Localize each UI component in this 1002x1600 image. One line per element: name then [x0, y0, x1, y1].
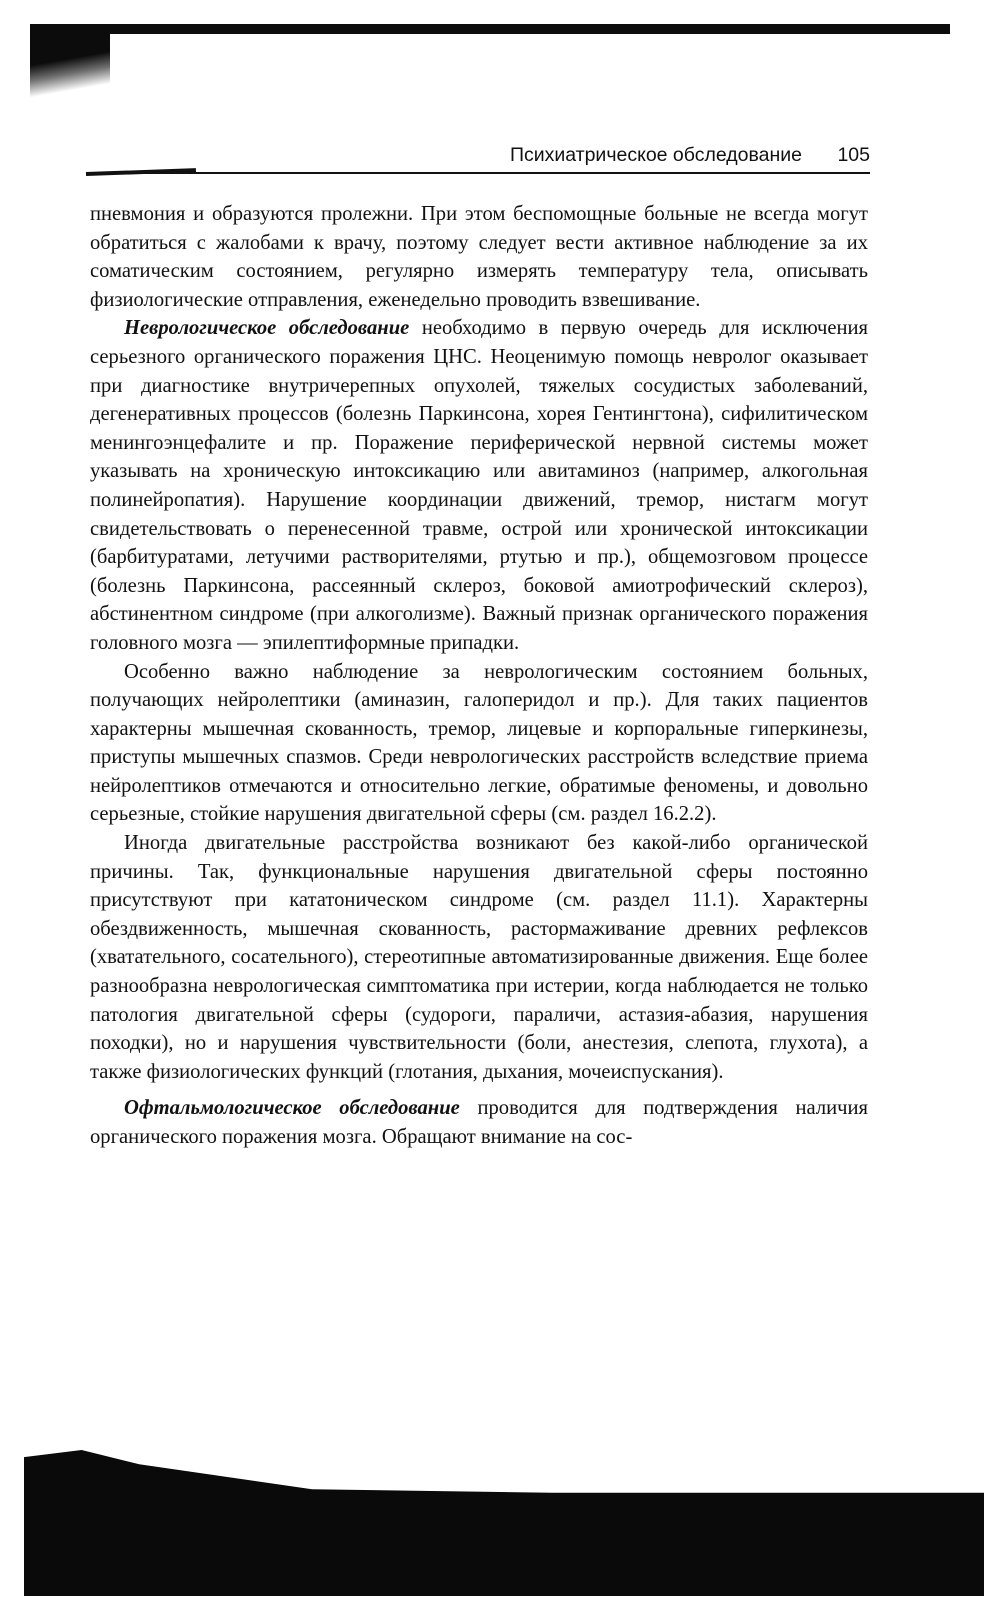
- header-rule: [86, 172, 870, 174]
- paragraph-text: Иногда двигательные расстройства возникают без какой-либо органической причины. Так, функциональные нарушения двигательной сферы постоянно присутствуют при кататоническом синдроме (см. раздел 11.1). Характерны обездвиженность, мышечная скованность, растормаживание древних рефлексов (хватательного, сосательного), стереотипные автоматизированные движения. Еще более разнообразна неврологическая симптоматика при истерии, когда наблюдается не только патология двигательной сферы (судороги, параличи, астазия-абазия, нарушения походки), но и нарушения чувствительности (боли, анестезия, слепота, глухота), а также физиологических функций (глотания, дыхания, мочеиспускания).: [90, 832, 868, 1083]
- paragraph: [90, 314, 868, 657]
- scan-shadow-bottom: [24, 1418, 984, 1596]
- paragraph: [90, 829, 868, 1086]
- paragraph-term: Офтальмологическое обследование: [124, 1097, 460, 1120]
- paragraph-text: Особенно важно наблюдение за неврологическим состоянием больных, получающих нейролептики (аминазин, галоперидол и пр.). Для таких пациентов характерны мышечная скованность, тремор, лицевые и корпоральные гиперкинезы, приступы мышечных спазмов. Среди неврологических расстройств вследствие приема нейролептиков отмечаются и относительно легкие, обратимые феномены, и довольно серьезные, стойкие нарушения двигательной сферы (см. раздел 16.2.2).: [90, 660, 868, 826]
- paragraph: [90, 1094, 868, 1151]
- paragraph-text: пневмония и образуются пролежни. При этом беспомощные больные не всегда могут обратиться с жалобами к врачу, поэтому следует вести активное наблюдение за их соматическим состоянием, регулярно измерять температуру тела, описывать физиологические отправления, еженедельно проводить взвешивание.: [90, 203, 868, 311]
- page-number: 105: [837, 144, 870, 166]
- paragraph-text: проводится для подтверждения наличия органического поражения мозга. Обращают внимание на сос-: [90, 1097, 868, 1148]
- paragraph: [90, 658, 868, 830]
- running-header: [86, 144, 870, 174]
- scan-shadow-top: [30, 24, 950, 34]
- paragraph: [90, 200, 868, 314]
- paragraph-term: Неврологическое обследование: [124, 317, 410, 340]
- body-text: [90, 200, 868, 1152]
- scan-shadow-corner: [30, 24, 110, 102]
- header-title: Психиатрическое обследование: [509, 144, 802, 166]
- paragraph-text: необходимо в первую очередь для исключения серьезного органического поражения ЦНС. Неоценимую помощь невролог оказывает при диагностике внутричерепных опухолей, тяжелых сосудистых заболеваний, дегенеративных процессов (болезнь Паркинсона, хорея Гентингтона), сифилитическом менингоэнцефалите и пр. Поражение периферической нервной системы может указывать на хроническую интоксикацию или авитаминоз (например, алкогольная полинейропатия). Нарушение координации движений, тремор, нистагм могут свидетельствовать о перенесенной травме, острой или хронической интоксикации (барбитуратами, летучими растворителями, ртутью и пр.), общемозговом процессе (болезнь Паркинсона, рассеянный склероз, боковой амиотрофический склероз), абстинентном синдроме (при алкоголизме). Важный признак органического поражения головного мозга — эпилептиформные припадки.: [90, 317, 868, 654]
